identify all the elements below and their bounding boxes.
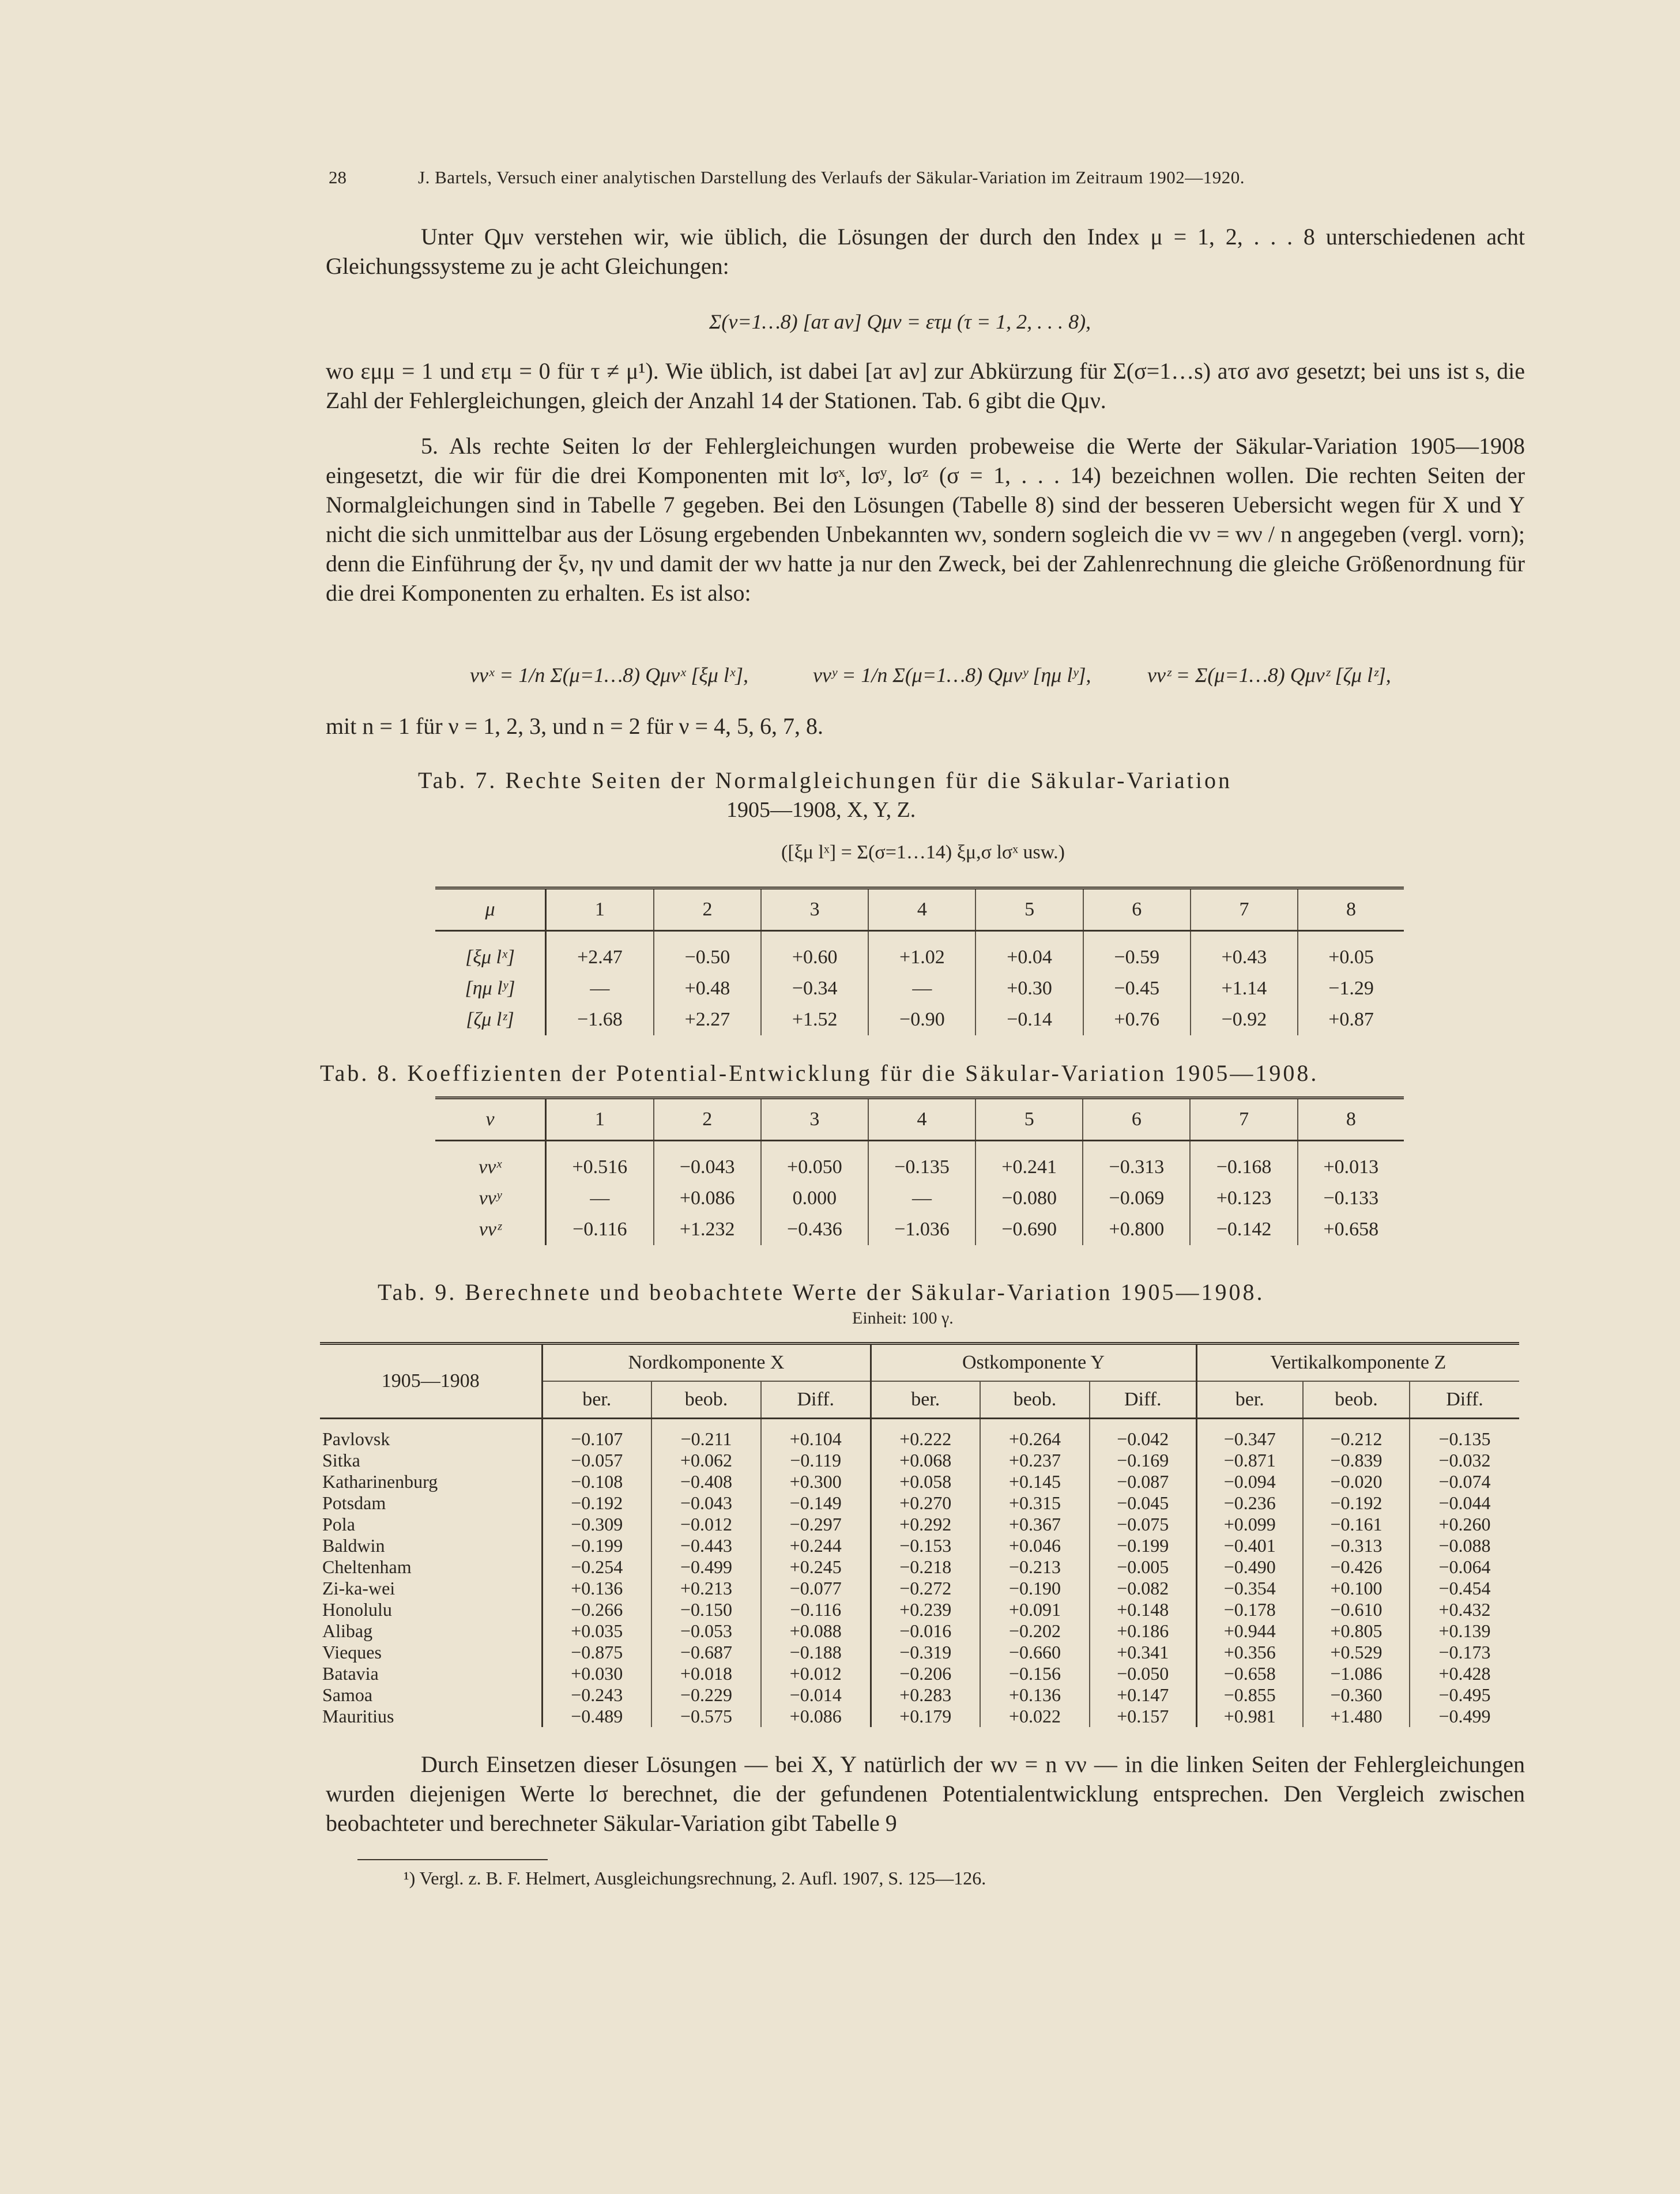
tab8-cell: −0.436 (761, 1214, 868, 1245)
tab7-cell: −1.29 (1298, 973, 1404, 1004)
tab9-cell: −0.053 (651, 1620, 761, 1642)
tab8-cell: −0.142 (1190, 1214, 1297, 1245)
tab9-station: Katharinenburg (320, 1471, 542, 1492)
tab8-cell: −0.313 (1083, 1141, 1190, 1183)
tab9-cell: −0.032 (1410, 1450, 1519, 1471)
tab7-col-6: 6 (1083, 888, 1191, 931)
tab9-cell: +0.315 (980, 1492, 1090, 1514)
tab9-cell: +0.104 (761, 1419, 871, 1450)
tab9-cell: −0.087 (1090, 1471, 1196, 1492)
tab9-row (320, 1492, 1519, 1514)
tab8-row-label: vνˣ (435, 1141, 546, 1183)
tab9-cell: −0.254 (571, 1556, 623, 1577)
tab7-cell: +0.04 (975, 931, 1083, 974)
tab9-cell: −0.658 (1196, 1663, 1303, 1684)
tab9-cell: −0.156 (980, 1663, 1090, 1684)
tab9-station: Samoa (320, 1684, 542, 1706)
tab9-cell: −0.243 (571, 1684, 623, 1705)
tab8-row (435, 1141, 1404, 1183)
tab7-cell: — (868, 973, 975, 1004)
tab9-cell: +0.529 (1303, 1642, 1410, 1663)
tab9-cell: −0.297 (761, 1514, 871, 1535)
tab9-cell: −0.211 (651, 1419, 761, 1450)
tab9-cell: −0.660 (980, 1642, 1090, 1663)
tab9-cell: −0.855 (1196, 1684, 1303, 1706)
tab8-col-label: ν (435, 1098, 546, 1141)
tab9-cell: −0.064 (1410, 1556, 1519, 1578)
tab7-cell: +0.87 (1298, 1004, 1404, 1035)
tab9-cell: +0.805 (1303, 1620, 1410, 1642)
tab9-cell: −0.016 (871, 1620, 980, 1642)
table-9 (320, 1342, 1519, 1727)
tab7-col-8: 8 (1298, 888, 1404, 931)
tab9-subhead: ber. (1196, 1381, 1303, 1419)
tab9-caption: Tab. 9. Berechnete und beobachtete Werte der Säkular-Variation 1905—1908. (378, 1279, 1265, 1305)
tab7-cell: +0.76 (1083, 1004, 1191, 1035)
tab9-cell: −0.213 (980, 1556, 1090, 1578)
tab9-cell: −0.012 (651, 1514, 761, 1535)
tab9-cell: −0.454 (1410, 1578, 1519, 1599)
tab9-cell: +0.022 (980, 1706, 1090, 1727)
tab9-cell: −0.229 (651, 1684, 761, 1706)
tab9-cell: +0.981 (1196, 1706, 1303, 1727)
tab8-col-6: 6 (1083, 1098, 1190, 1141)
tab9-subhead: beob. (651, 1381, 761, 1419)
tab9-cell: −0.489 (571, 1706, 623, 1726)
tab7-cell: −0.50 (654, 931, 761, 974)
tab9-cell: +0.145 (980, 1471, 1090, 1492)
tab7-cell: +1.14 (1191, 973, 1298, 1004)
tab8-col-5: 5 (975, 1098, 1083, 1141)
tab9-cell: −0.426 (1303, 1556, 1410, 1578)
tab7-cell: +0.48 (654, 973, 761, 1004)
tab9-row (320, 1514, 1519, 1535)
tab9-cell: −0.360 (1303, 1684, 1410, 1706)
tab8-cell: −0.133 (1298, 1183, 1404, 1214)
tab9-cell: +0.086 (761, 1706, 871, 1727)
tab7-cell: +0.43 (1191, 931, 1298, 974)
tab7-cell: +0.30 (975, 973, 1083, 1004)
tab9-cell: −0.309 (571, 1514, 623, 1535)
tab9-station: Batavia (320, 1663, 542, 1684)
tab9-subhead: ber. (542, 1381, 651, 1419)
footnote-rule (357, 1859, 548, 1860)
tab7-col-5: 5 (975, 888, 1083, 931)
tab9-row (320, 1450, 1519, 1471)
tab9-cell: +0.264 (980, 1419, 1090, 1450)
tab9-cell: −0.499 (1410, 1706, 1519, 1727)
tab9-cell: −0.443 (651, 1535, 761, 1556)
tab9-cell: −0.192 (1303, 1492, 1410, 1514)
tab8-cell: +0.241 (975, 1141, 1083, 1183)
tab7-cell: −0.34 (761, 973, 868, 1004)
tab9-cell: −0.266 (571, 1599, 623, 1620)
tab8-col-3: 3 (761, 1098, 868, 1141)
tab9-cell: +0.062 (651, 1450, 761, 1471)
tab9-cell: −0.319 (871, 1642, 980, 1663)
tab9-cell: −0.150 (651, 1599, 761, 1620)
tab9-cell: +0.341 (1090, 1642, 1196, 1663)
tab7-row-label: [ξμ lˣ] (435, 931, 546, 974)
tab9-cell: −0.135 (1410, 1419, 1519, 1450)
tab9-cell: +0.058 (871, 1471, 980, 1492)
tab8-cell: — (868, 1183, 975, 1214)
tab7-cell: — (546, 973, 654, 1004)
tab7-cell: −0.92 (1191, 1004, 1298, 1035)
tab9-cell: −0.153 (871, 1535, 980, 1556)
tab9-cell: −0.188 (761, 1642, 871, 1663)
tab9-row (320, 1419, 1519, 1450)
tab7-cell: +1.02 (868, 931, 975, 974)
tab9-row (320, 1684, 1519, 1706)
tab9-cell: −0.178 (1196, 1599, 1303, 1620)
tab9-cell: +0.270 (871, 1492, 980, 1514)
tab7-header-row (435, 888, 1404, 931)
tab8-col-4: 4 (868, 1098, 975, 1141)
equation-2c: vνᶻ = Σ(μ=1…8) Qμνᶻ [ζμ lᶻ], (1147, 664, 1391, 687)
tab9-group-header: Nordkomponente X (542, 1344, 871, 1382)
running-title: J. Bartels, Versuch einer analytischen Darstellung des Verlaufs der Säkular-Variation im Zeitraum 1902—1920. (418, 167, 1245, 187)
tab9-row (320, 1471, 1519, 1492)
tab9-row (320, 1535, 1519, 1556)
tab9-cell: +0.139 (1410, 1620, 1519, 1642)
tab7-cell: −0.45 (1083, 973, 1191, 1004)
tab7-cell: −0.14 (975, 1004, 1083, 1035)
paragraph-4: mit n = 1 für ν = 1, 2, 3, und n = 2 für ν = 4, 5, 6, 7, 8. (326, 713, 824, 739)
tab7-caption: Tab. 7. Rechte Seiten der Normalgleichungen für die Säkular-Variation (418, 767, 1233, 793)
tab9-cell: −0.190 (980, 1578, 1090, 1599)
tab7-row-label: [ημ lʸ] (435, 973, 546, 1004)
tab8-cell: −0.069 (1083, 1183, 1190, 1214)
tab9-station: Pavlovsk (320, 1419, 542, 1450)
tab7-cell: +2.47 (546, 931, 654, 974)
tab7-row (435, 973, 1404, 1004)
tab8-cell: −0.116 (546, 1214, 654, 1245)
tab9-cell: +0.244 (761, 1535, 871, 1556)
tab9-cell: −0.169 (1090, 1450, 1196, 1471)
tab9-cell: +0.283 (871, 1684, 980, 1706)
tab9-station: Alibag (320, 1620, 542, 1642)
tab8-cell: +0.050 (761, 1141, 868, 1183)
tab7-row (435, 1004, 1404, 1035)
tab9-group-row (320, 1344, 1519, 1382)
tab9-cell: −0.206 (871, 1663, 980, 1684)
tab9-cell: +0.428 (1410, 1663, 1519, 1684)
footnote: ¹) Vergl. z. B. F. Helmert, Ausgleichungsrechnung, 2. Aufl. 1907, S. 125—126. (404, 1868, 986, 1888)
tab9-cell: +0.088 (761, 1620, 871, 1642)
tab9-cell: −0.199 (1090, 1535, 1196, 1556)
tab9-cell: +0.136 (571, 1578, 623, 1599)
tab9-cell: −0.354 (1196, 1578, 1303, 1599)
tab9-cell: +1.480 (1303, 1706, 1410, 1727)
tab9-cell: −0.401 (1196, 1535, 1303, 1556)
tab9-cell: +0.100 (1303, 1578, 1410, 1599)
tab8-cell: +0.800 (1083, 1214, 1190, 1245)
tab9-cell: +0.245 (761, 1556, 871, 1578)
tab9-station: Zi-ka-wei (320, 1578, 542, 1599)
equation-1: Σ(ν=1…8) [aτ aν] Qμν = ετμ (τ = 1, 2, . . . 8), (709, 310, 1091, 333)
tab9-cell: +0.136 (980, 1684, 1090, 1706)
tab9-cell: −0.236 (1196, 1492, 1303, 1514)
tab9-station: Mauritius (320, 1706, 542, 1727)
paragraph-3: 5. Als rechte Seiten lσ der Fehlergleichungen wurden probeweise die Werte der Säkular-Variation 1905—1908 eingesetzt, die wir für die drei Komponenten mit lσˣ, lσʸ, lσᶻ (σ = 1, . . . 14) bezeichnen wollen. Die rechten Seiten der Normalgleichungen sind in Tabelle 7 gegeben. Bei den Lösungen (Tabelle 8) sind der besseren Uebersicht wegen für X und Y nicht die sich unmittelbar aus der Lösung ergebenden Unbekannten wν, sondern sogleich die vν = wν / n angegeben (vergl. vorn); denn die Einführung der ξν, ην und damit der wν hatte ja nur den Zweck, bei der Zahlenrechnung die gleiche Größenordnung für die drei Komponenten zu erhalten. Es ist also: (326, 433, 1525, 606)
tab8-cell: −0.690 (975, 1214, 1083, 1245)
tab9-cell: −0.116 (761, 1599, 871, 1620)
tab7-cell: −1.68 (546, 1004, 654, 1035)
tab9-subhead: Diff. (1090, 1381, 1196, 1419)
tab9-cell: −0.042 (1090, 1419, 1196, 1450)
tab9-cell: −0.020 (1303, 1471, 1410, 1492)
tab9-cell: −0.218 (871, 1556, 980, 1578)
tab9-cell: −0.074 (1410, 1471, 1519, 1492)
tab9-cell: −0.107 (571, 1428, 623, 1449)
tab9-cell: −0.075 (1090, 1514, 1196, 1535)
tab9-cell: −0.045 (1090, 1492, 1196, 1514)
tab9-cell: −0.043 (651, 1492, 761, 1514)
tab9-cell: −0.057 (571, 1450, 623, 1471)
tab8-cell: −0.168 (1190, 1141, 1297, 1183)
tab9-cell: −0.408 (651, 1471, 761, 1492)
tab9-group-header: Vertikalkomponente Z (1196, 1344, 1519, 1382)
tab8-row (435, 1183, 1404, 1214)
tab8-col-2: 2 (654, 1098, 761, 1141)
tab9-group-header: Ostkomponente Y (871, 1344, 1196, 1382)
tab8-col-1: 1 (546, 1098, 654, 1141)
tab9-row (320, 1706, 1519, 1727)
tab7-cell: +0.60 (761, 931, 868, 974)
tab9-cell: −0.687 (651, 1642, 761, 1663)
tab8-caption: Tab. 8. Koeffizienten der Potential-Entwicklung für die Säkular-Variation 1905—1908. (320, 1060, 1319, 1086)
tab9-cell: −0.871 (1196, 1450, 1303, 1471)
tab9-station: Vieques (320, 1642, 542, 1663)
tab9-cell: −0.094 (1196, 1471, 1303, 1492)
tab9-cell: +0.292 (871, 1514, 980, 1535)
tab7-subcaption: ([ξμ lˣ] = Σ(σ=1…14) ξμ,σ lσˣ usw.) (781, 842, 1065, 863)
tab9-station: Baldwin (320, 1535, 542, 1556)
tab8-cell: −0.135 (868, 1141, 975, 1183)
tab9-cell: +0.018 (651, 1663, 761, 1684)
tab7-row (435, 931, 1404, 974)
tab7-col-7: 7 (1191, 888, 1298, 931)
tab9-cell: −0.088 (1410, 1535, 1519, 1556)
tab9-subhead: beob. (980, 1381, 1090, 1419)
tab8-col-8: 8 (1298, 1098, 1404, 1141)
tab9-cell: +0.213 (651, 1578, 761, 1599)
tab7-cell: +1.52 (761, 1004, 868, 1035)
tab9-cell: −0.839 (1303, 1450, 1410, 1471)
tab9-period-label: 1905—1908 (320, 1344, 542, 1419)
tab9-cell: −0.108 (571, 1471, 623, 1492)
tab9-cell: +0.239 (871, 1599, 980, 1620)
tab9-cell: −0.149 (761, 1492, 871, 1514)
table-7 (435, 887, 1404, 1035)
tab9-cell: −0.575 (651, 1706, 761, 1727)
tab9-cell: −0.875 (571, 1642, 623, 1663)
tab9-cell: +0.179 (871, 1706, 980, 1727)
tab7-row-label: [ζμ lᶻ] (435, 1004, 546, 1035)
tab9-station: Potsdam (320, 1492, 542, 1514)
tab8-cell: −1.036 (868, 1214, 975, 1245)
tab9-cell: −0.044 (1410, 1492, 1519, 1514)
tab9-cell: +0.237 (980, 1450, 1090, 1471)
tab9-unit: Einheit: 100 γ. (852, 1309, 954, 1328)
equation-2a: vνˣ = 1/n Σ(μ=1…8) Qμνˣ [ξμ lˣ], (470, 664, 749, 687)
tab7-col-3: 3 (761, 888, 868, 931)
tab9-cell: +0.148 (1090, 1599, 1196, 1620)
tab9-cell: −0.347 (1196, 1419, 1303, 1450)
tab9-row (320, 1663, 1519, 1684)
tab9-cell: +0.157 (1090, 1706, 1196, 1727)
tab8-cell: +0.123 (1190, 1183, 1297, 1214)
tab9-cell: −0.272 (871, 1578, 980, 1599)
tab9-cell: +0.091 (980, 1599, 1090, 1620)
tab9-cell: −0.212 (1303, 1419, 1410, 1450)
tab9-row (320, 1578, 1519, 1599)
tab9-cell: +0.030 (571, 1663, 623, 1684)
tab8-row-label: vνʸ (435, 1183, 546, 1214)
tab8-cell: +0.086 (654, 1183, 761, 1214)
tab9-cell: −0.119 (761, 1450, 871, 1471)
tab9-cell: +0.356 (1196, 1642, 1303, 1663)
tab9-cell: −0.199 (571, 1535, 623, 1556)
tab9-subhead: Diff. (761, 1381, 871, 1419)
tab9-cell: +0.367 (980, 1514, 1090, 1535)
tab9-cell: +0.260 (1410, 1514, 1519, 1535)
tab9-cell: −0.014 (761, 1684, 871, 1706)
tab7-col-1: 1 (546, 888, 654, 931)
tab8-row-label: vνᶻ (435, 1214, 546, 1245)
tab8-cell: +1.232 (654, 1214, 761, 1245)
tab9-cell: −0.313 (1303, 1535, 1410, 1556)
tab9-cell: −0.192 (571, 1492, 623, 1513)
tab8-cell: +0.516 (546, 1141, 654, 1183)
tab9-cell: +0.222 (871, 1419, 980, 1450)
tab9-row (320, 1599, 1519, 1620)
tab9-subhead: Diff. (1410, 1381, 1519, 1419)
tab9-cell: −0.005 (1090, 1556, 1196, 1578)
tab7-cell: −0.90 (868, 1004, 975, 1035)
paragraph-2: wo εμμ = 1 und ετμ = 0 für τ ≠ μ¹). Wie üblich, ist dabei [aτ aν] zur Abkürzung für Σ(σ=1…s) aτσ aνσ gesetzt; bei uns ist s, die Zahl der Fehlergleichungen, gleich der Anzahl 14 der Stationen. Tab. 6 gibt die Qμν. (326, 358, 1525, 413)
tab9-cell: +0.432 (1410, 1599, 1519, 1620)
tab9-cell: +0.068 (871, 1450, 980, 1471)
tab7-caption-2: 1905—1908, X, Y, Z. (726, 798, 916, 822)
tab9-cell: −0.490 (1196, 1556, 1303, 1578)
tab9-cell: −0.495 (1410, 1684, 1519, 1706)
tab9-cell: −0.499 (651, 1556, 761, 1578)
tab8-cell: — (546, 1183, 654, 1214)
tab9-subhead: beob. (1303, 1381, 1410, 1419)
tab9-cell: +0.046 (980, 1535, 1090, 1556)
tab9-cell: −0.202 (980, 1620, 1090, 1642)
tab9-station: Cheltenham (320, 1556, 542, 1578)
equation-2b: vνʸ = 1/n Σ(μ=1…8) Qμνʸ [ημ lʸ], (813, 664, 1091, 687)
tab7-col-label: μ (435, 888, 546, 931)
tab8-cell: +0.658 (1298, 1214, 1404, 1245)
tab9-station: Honolulu (320, 1599, 542, 1620)
tab8-header-row (435, 1098, 1404, 1141)
tab8-cell: +0.013 (1298, 1141, 1404, 1183)
tab9-cell: +0.035 (571, 1620, 623, 1641)
tab8-col-7: 7 (1190, 1098, 1297, 1141)
tab9-cell: +0.147 (1090, 1684, 1196, 1706)
tab7-cell: +0.05 (1298, 931, 1404, 974)
page-number: 28 (329, 167, 346, 187)
tab7-cell: +2.27 (654, 1004, 761, 1035)
paragraph-5: Durch Einsetzen dieser Lösungen — bei X, Y natürlich der wν = n vν — in die linken Seiten der Fehlergleichungen wurden diejenigen Werte lσ berechnet, die der gefundenen Potentialentwicklung entsprechen. Den Vergleich zwischen beobachteter und berechneter Säkular-Variation gibt Tabelle 9 (326, 1751, 1525, 1836)
tab9-row (320, 1556, 1519, 1578)
tab9-cell: +0.944 (1196, 1620, 1303, 1642)
tab9-cell: +0.186 (1090, 1620, 1196, 1642)
tab9-station: Sitka (320, 1450, 542, 1471)
tab9-cell: −0.161 (1303, 1514, 1410, 1535)
tab9-cell: −0.050 (1090, 1663, 1196, 1684)
tab9-cell: −1.086 (1303, 1663, 1410, 1684)
tab8-cell: −0.080 (975, 1183, 1083, 1214)
tab9-cell: −0.610 (1303, 1599, 1410, 1620)
tab8-cell: 0.000 (761, 1183, 868, 1214)
tab9-row (320, 1642, 1519, 1663)
tab9-cell: +0.099 (1196, 1514, 1303, 1535)
tab8-cell: −0.043 (654, 1141, 761, 1183)
tab9-cell: −0.082 (1090, 1578, 1196, 1599)
tab7-col-4: 4 (868, 888, 975, 931)
paragraph-1: Unter Qμν verstehen wir, wie üblich, die Lösungen der durch den Index μ = 1, 2, . . . 8 unterschiedenen acht Gleichungssysteme zu je acht Gleichungen: (326, 224, 1525, 279)
tab7-col-2: 2 (654, 888, 761, 931)
tab9-row (320, 1620, 1519, 1642)
tab7-cell: −0.59 (1083, 931, 1191, 974)
tab9-cell: +0.300 (761, 1471, 871, 1492)
tab9-station: Pola (320, 1514, 542, 1535)
tab9-subhead: ber. (871, 1381, 980, 1419)
table-8 (435, 1096, 1404, 1245)
tab9-cell: −0.077 (761, 1578, 871, 1599)
tab8-row (435, 1214, 1404, 1245)
tab9-cell: +0.012 (761, 1663, 871, 1684)
tab9-cell: −0.173 (1410, 1642, 1519, 1663)
